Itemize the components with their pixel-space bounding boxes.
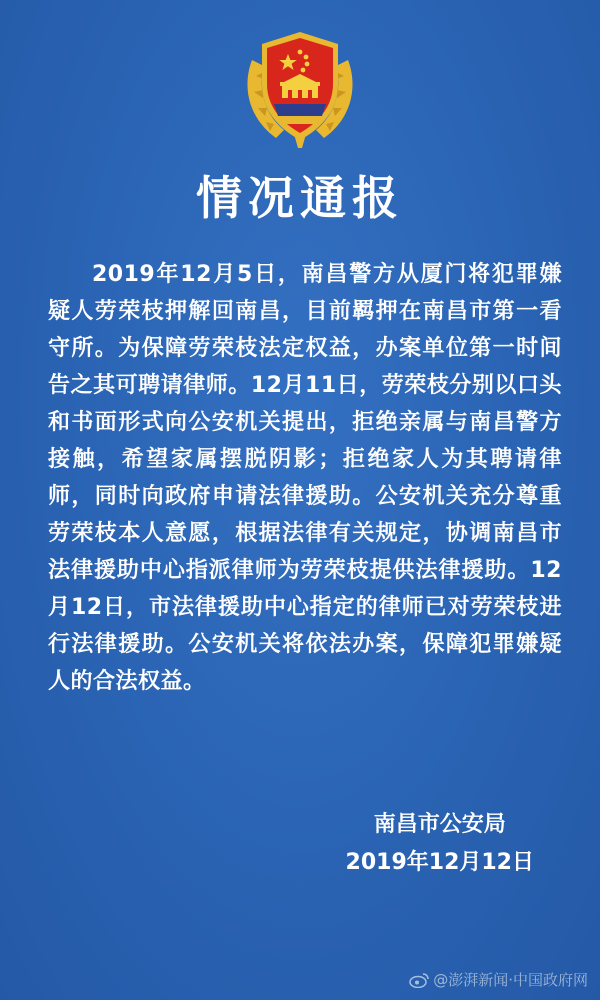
issuer-name: 南昌市公安局 <box>373 812 506 837</box>
notice-body: 2019年12月5日，南昌警方从厦门将犯罪嫌疑人劳荣枝押解回南昌，目前羁押在南昌市第一看守所。为保障劳荣枝法定权益，办案单位第一时间告之其可聘请律师。12月11日，劳荣枝分别以口头和书面形式向公安机关提出，拒绝亲属与南昌警方接触，希望家属摆脱阴影；拒绝家人为其聘请律师，同时向政府申请法律援助。公安机关充分尊重劳荣枝本人意愿，根据法律有关规定，协调南昌市法律援助中心指派律师为劳荣枝提供法律援助。12月12日，市法律援助中心指定的律师已对劳荣枝进行法律援助。公安机关将依法办案，保障犯罪嫌疑人的合法权益。 <box>48 262 562 694</box>
police-emblem-icon <box>238 26 362 154</box>
issue-date: 2019年12月12日 <box>345 850 534 875</box>
signature-block <box>346 806 534 882</box>
watermark-text: @澎湃新闻·中国政府网 <box>433 971 588 989</box>
page-title: 情况通报 <box>196 171 404 225</box>
watermark <box>409 969 588 990</box>
weibo-icon <box>409 972 429 988</box>
